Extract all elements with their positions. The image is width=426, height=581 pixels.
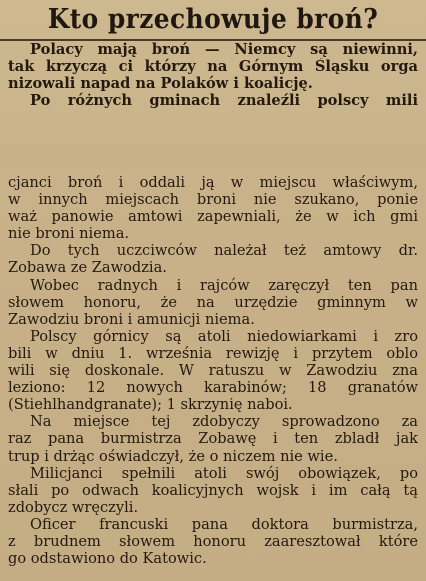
body-line: z brudnem słowem honoru zaaresztował które xyxy=(8,532,418,550)
lead-line: Polacy mają broń — Niemcy są niewinni, xyxy=(30,41,418,58)
body-line: raz pana burmistrza Zobawę i ten zbladł jak xyxy=(8,430,418,448)
lead-line: tak krzyczą ci którzy na Górnym Śląsku orga xyxy=(8,58,418,76)
body-line: (Stiehlhandgranate); 1 skrzynię naboi. xyxy=(8,396,293,414)
body-line: Milicjanci spełnili atoli swój obowiązek, po xyxy=(30,464,418,482)
body-line: waż panowie amtowi zapewniali, że w ich gmi xyxy=(8,208,418,226)
clipping-fold xyxy=(0,143,426,169)
article-lead xyxy=(8,41,418,109)
body-line: Do tych uczciwców należał też amtowy dr. xyxy=(30,242,418,260)
body-line: zdobycz wręczyli. xyxy=(8,498,139,516)
body-line: go odstawiono do Katowic. xyxy=(8,550,207,568)
body-line: słali po odwach koalicyjnych wojsk i im całą tą xyxy=(8,481,418,499)
article-headline: Kto przechowuje broń? xyxy=(47,4,379,35)
body-line: słowem honoru, że na urzędzie gminnym w xyxy=(8,293,418,311)
body-line: Zobawa ze Zawodzia. xyxy=(8,259,167,277)
body-line: w innych miejscach broni nie szukano, ponie xyxy=(8,191,418,209)
body-line: wili się doskonale. W ratuszu w Zawodziu zna xyxy=(8,362,418,380)
body-line: Zawodziu broni i amunicji niema. xyxy=(8,310,255,328)
lead-line: Po różnych gminach znaleźli polscy mili xyxy=(30,92,418,110)
body-line: Wobec radnych i rajców zaręczył ten pan xyxy=(30,276,418,294)
body-line: leziono: 12 nowych karabinów; 18 granatów xyxy=(8,379,418,397)
article-body xyxy=(8,174,418,567)
body-line: Oficer francuski pana doktora burmistrza, xyxy=(30,515,418,533)
body-line: bili w dniu 1. września rewizję i przytem oblo xyxy=(8,344,418,362)
body-line: nie broni niema. xyxy=(8,225,130,243)
lead-line: nizowali napad na Polaków i koalicję. xyxy=(8,75,313,93)
body-line: cjanci broń i oddali ją w miejscu właściwym, xyxy=(8,174,418,191)
body-line: Polscy górnicy są atoli niedowiarkami i zro xyxy=(30,327,418,345)
body-line: Na miejsce tej zdobyczy sprowadzono za xyxy=(30,413,418,431)
body-line: trup i drżąc oświadczył, że o niczem nie wie. xyxy=(8,447,338,465)
